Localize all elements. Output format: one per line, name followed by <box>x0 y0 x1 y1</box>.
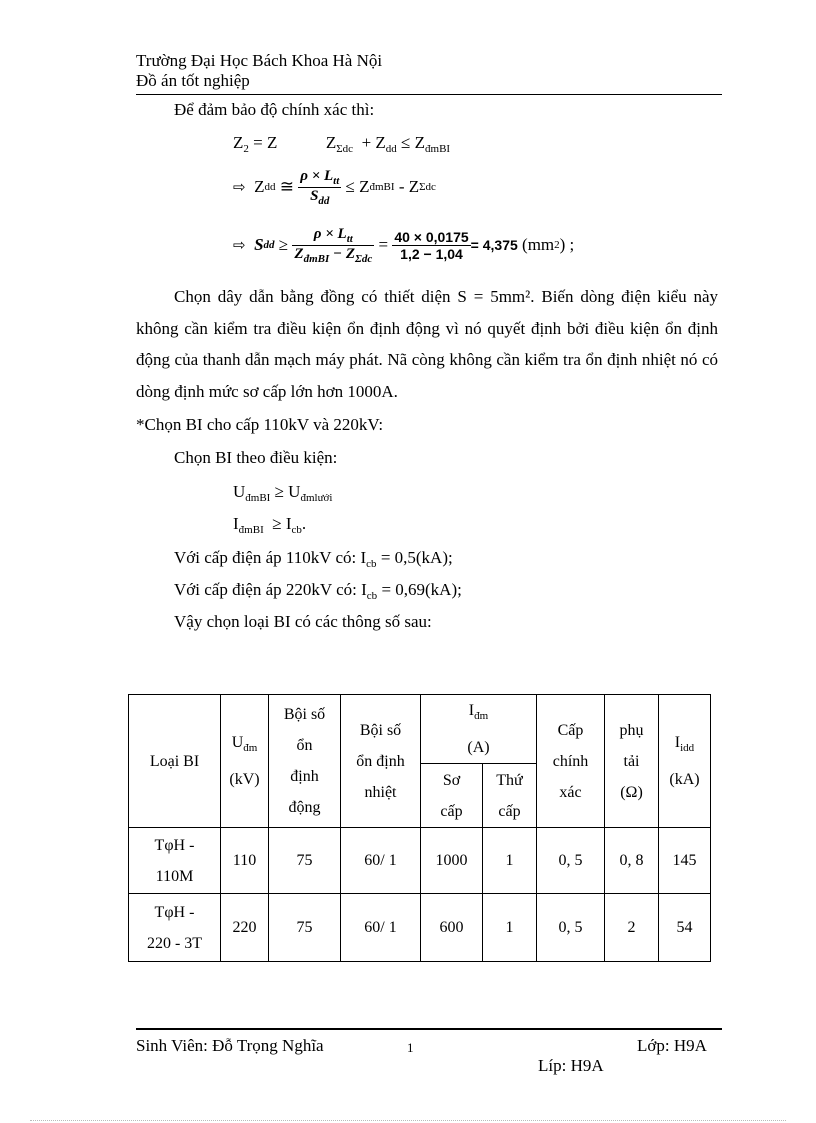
footer-rule <box>136 1028 722 1030</box>
table-intro: Vậy chọn loại BI có các thông số sau: <box>174 612 432 631</box>
header-type: Loại BI <box>129 695 221 828</box>
condition-current: $I_{đmBI} \ge I_{cb}$. <box>233 514 307 536</box>
header-dynamic: Bội số ổn định động <box>269 695 341 828</box>
cell-secondary: 1 <box>483 894 537 962</box>
cell-type: TφH - 110M <box>129 828 221 894</box>
cell-accuracy: 0, 5 <box>537 828 605 894</box>
header-accuracy: Cấp chính xác <box>537 695 605 828</box>
condition-intro: Chọn BI theo điều kiện: <box>174 448 338 467</box>
cell-primary: 600 <box>421 894 483 962</box>
header-idd: $I_{idd}$ (kA) <box>659 695 711 828</box>
bi-spec-table <box>128 694 711 962</box>
header-secondary: Thứ cấp <box>483 764 537 828</box>
cell-idd: 54 <box>659 894 711 962</box>
formula-3: ⇨ S dd ≥ $\frac{\rho \times L_{tt}}{Z_{đmBI} - Z_{\Sigma dc}}$ = $\frac{40 \times 0,0175}{1,2 - 1,04}$ = 4,375 (mm 2 ) ; <box>233 225 575 265</box>
line-220kv: Với cấp điện áp 220kV có: $I_{cb} = 0,69(kA)$; <box>174 580 462 602</box>
cell-idd: 145 <box>659 828 711 894</box>
footer-class: Lớp: H9A <box>637 1036 707 1055</box>
footer-student: Sinh Viên: Đỗ Trọng Nghĩa <box>136 1036 324 1055</box>
header-rule <box>136 94 722 95</box>
page-number: 1 <box>407 1040 414 1055</box>
cell-load: 2 <box>605 894 659 962</box>
cell-accuracy: 0, 5 <box>537 894 605 962</box>
table-row <box>129 828 711 894</box>
paragraph-conductor: Chọn dây dẫn bằng đồng có thiết diện S = 5mm². Biến dòng điện kiểu này không cần kiểm tra điều kiện ổn định động vì nó quyết định bởi điều kiện ổn định động của thanh dẫn mạch máy phát. Nã còng không cần kiểm tra ổn định nhiệt nó có dòng định mức sơ cấp lớn hơn 1000A. <box>136 287 718 401</box>
page-bottom-divider <box>30 1120 786 1121</box>
formula-2: ⇨ Z dd ≅ $\frac{\rho \times L_{tt}}{S_{dd}}$ ≤ Z đmBI - Z Σdc <box>233 167 436 207</box>
header-current: $I_{đm}$ (A) <box>421 695 537 764</box>
implies-arrow-icon: ⇨ <box>233 236 246 254</box>
cell-load: 0, 8 <box>605 828 659 894</box>
table-header-row <box>129 695 711 764</box>
cell-thermal: 60/ 1 <box>341 828 421 894</box>
table-row <box>129 894 711 962</box>
header-thermal: Bội số ổn định nhiệt <box>341 695 421 828</box>
cell-thermal: 60/ 1 <box>341 894 421 962</box>
cell-type: TφH - 220 - 3T <box>129 894 221 962</box>
cell-voltage: 220 <box>221 894 269 962</box>
cell-primary: 1000 <box>421 828 483 894</box>
cell-secondary: 1 <box>483 828 537 894</box>
header-load: phụ tải (Ω) <box>605 695 659 828</box>
cell-voltage: 110 <box>221 828 269 894</box>
header-primary: Sơ cấp <box>421 764 483 828</box>
header-voltage: $U_{đm}$ (kV) <box>221 695 269 828</box>
header-school: Trường Đại Học Bách Khoa Hà Nội <box>136 51 383 70</box>
formula-1: $Z_2 = Z$ $Z_{\Sigma dc} + Z_{dd} \le Z_{đmBI}$ <box>233 133 451 155</box>
cell-dynamic: 75 <box>269 828 341 894</box>
section-heading: *Chọn BI cho cấp 110kV và 220kV: <box>136 415 384 434</box>
implies-arrow-icon: ⇨ <box>233 178 246 196</box>
accuracy-intro: Để đảm bảo độ chính xác thì: <box>174 100 375 119</box>
line-110kv: Với cấp điện áp 110kV có: $I_{cb} = 0,5(kA)$; <box>174 548 453 570</box>
cell-dynamic: 75 <box>269 894 341 962</box>
condition-voltage: $U_{đmBI} \ge U_{đmlưới}$ <box>233 482 333 504</box>
header-project: Đồ án tốt nghiệp <box>136 71 250 90</box>
footer-class-duplicate: Líp: H9A <box>538 1056 604 1075</box>
